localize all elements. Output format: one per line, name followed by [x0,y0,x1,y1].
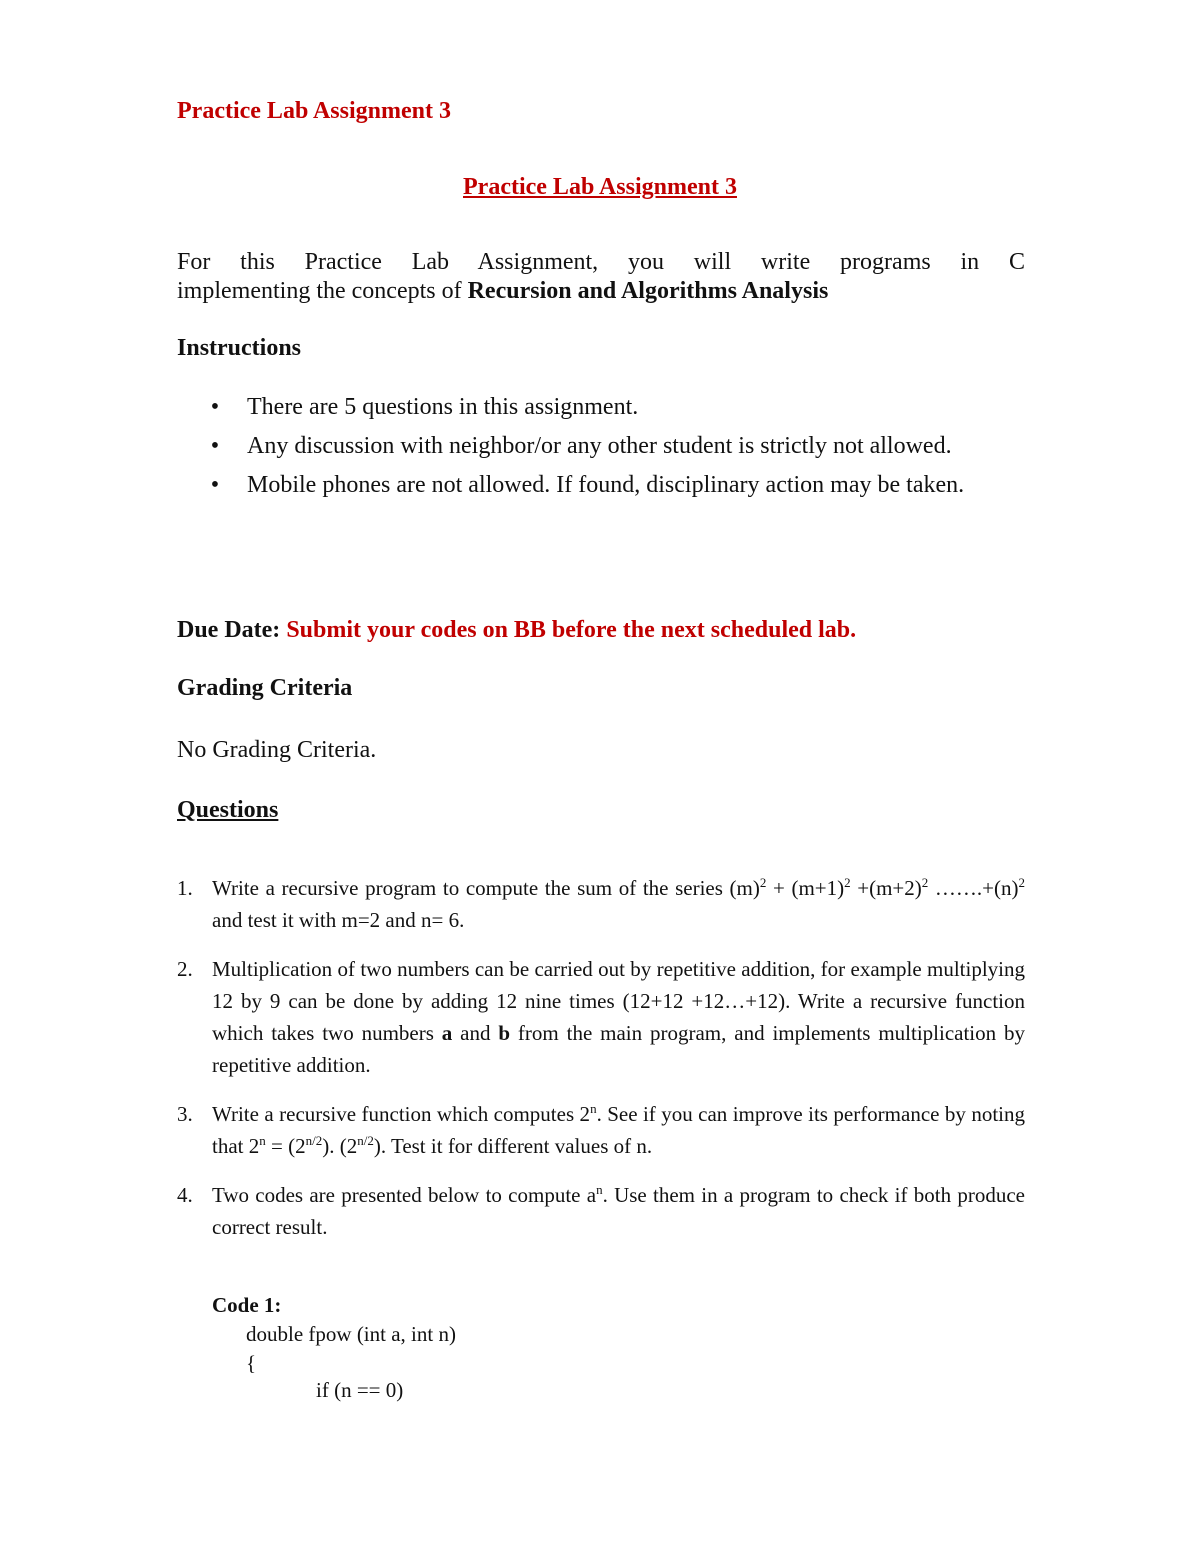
code-line: { [246,1351,257,1375]
superscript: 2 [844,875,851,890]
question-text: + (m+1) [766,876,845,900]
intro-paragraph [177,248,1025,306]
question-4 [177,1179,1025,1243]
question-number: 4. [177,1183,193,1207]
superscript: n/2 [357,1133,374,1148]
superscript: n [259,1133,266,1148]
instruction-text: Any discussion with neighbor/or any other student is strictly not allowed. [247,433,952,459]
superscript: n/2 [305,1133,323,1148]
grading-text: No Grading Criteria. [177,737,377,763]
bullet-icon: • [210,433,220,459]
intro-line-2-prefix: implementing the concepts of [177,278,468,304]
code-1-label: Code 1: [212,1293,282,1317]
list-item [205,392,1025,423]
questions-heading: Questions [177,797,279,823]
header-title: Practice Lab Assignment 3 [177,98,451,124]
question-2 [177,953,1025,1081]
instructions-list [205,392,1025,509]
list-item [205,431,1025,462]
question-text: Two codes are presented below to compute a [212,1183,597,1207]
question-text: . Use them in a program to check if both produce correct result. [212,1183,1025,1239]
question-text: = (2 [265,1134,306,1158]
page-title: Practice Lab Assignment 3 [463,174,737,200]
instructions-heading: Instructions [177,335,302,361]
superscript: 2 [759,875,767,890]
question-text: Write a recursive program to compute the sum of the series (m) [212,876,760,900]
question-number: 2. [177,957,193,981]
questions-list [177,872,1025,1260]
instruction-text: There are 5 questions in this assignment. [247,394,639,420]
due-date [177,617,856,644]
superscript: 2 [1018,875,1025,890]
grading-heading: Grading Criteria [177,675,353,701]
code-line: double fpow (int a, int n) [246,1322,456,1346]
question-text: ). (2 [322,1134,358,1158]
question-text: +(m+2) [850,876,922,900]
intro-line-1: For this Practice Lab Assignment, you will write programs in C [177,249,1025,275]
bullet-icon: • [210,472,220,498]
question-text: and test it with m=2 and n= 6. [212,908,465,932]
instruction-text: Mobile phones are not allowed. If found, disciplinary action may be taken. [247,472,965,498]
due-date-label: Due Date: [177,617,281,643]
list-item [205,470,1025,501]
bullet-icon: • [210,394,220,420]
superscript: n [596,1182,603,1197]
question-text: and [452,1021,499,1045]
superscript: n [590,1101,597,1116]
due-date-text: Submit your codes on BB before the next scheduled lab. [280,617,857,643]
code-line: if (n == 0) [316,1378,404,1402]
question-1 [177,872,1025,936]
question-number: 1. [177,876,193,900]
variable-b: b [498,1021,511,1045]
question-text: ). Test it for different values of n. [373,1134,653,1158]
question-text: . See if you can improve its performance by noting that 2 [212,1102,1025,1158]
question-number: 3. [177,1102,193,1126]
question-text: Multiplication of two numbers can be carried out by repetitive addition, for example multiplying 12 by 9 can be done by adding 12 nine times (12+12 +12…+12). Write a recursive function which takes two numbers [212,957,1025,1045]
question-text: Write a recursive function which computes 2 [212,1102,591,1126]
question-text: …….+(n) [928,876,1019,900]
variable-a: a [441,1021,453,1045]
question-3 [177,1098,1025,1162]
superscript: 2 [921,875,929,890]
question-text: from the main program, and implements multiplication by repetitive addition. [212,1021,1026,1077]
intro-topic: Recursion and Algorithms Analysis [467,278,829,304]
